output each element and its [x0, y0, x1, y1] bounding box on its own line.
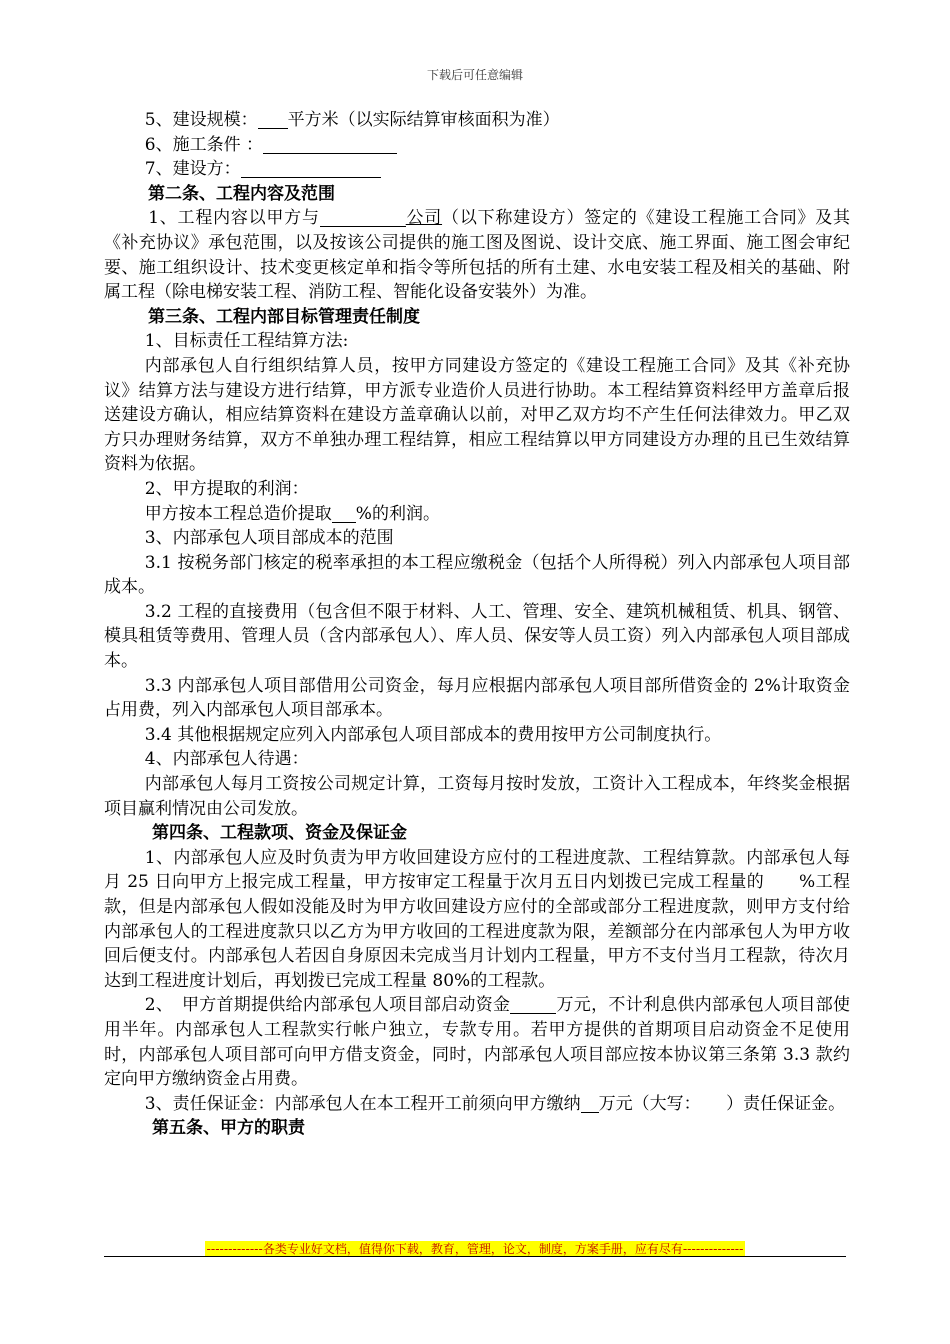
blank-conditions: [263, 135, 397, 154]
blank-area: [258, 110, 288, 129]
item-5: [104, 108, 850, 133]
item-5-text: 平方米（以实际结算审核面积为准）: [287, 110, 560, 130]
funding-text: 2、 甲方首期提供给内部承包人项目部启动资金: [144, 995, 511, 1016]
article-3-s4-body: 内部承包人每月工资按公司规定计算，工资每月按时发放，工资计入工程成本，年终奖金根据项目赢利情况由公司发放。: [104, 774, 850, 819]
article-3-s3-1: 3.1 按税务部门核定的税率承担的本工程应缴税金（包括个人所得税）列入内部承包人项目部成本。: [104, 552, 850, 598]
footer-divider: [104, 1256, 846, 1257]
article-3-s3-3: 3.3 内部承包人项目部借用公司资金，每月应根据内部承包人项目部所借资金的 2%计取资金占用费，列入内部承包人项目部承本。: [104, 675, 850, 721]
article-3-s1-title: 1、目标责任工程结算方法:: [144, 331, 349, 352]
article-2-text: 1、工程内容以甲方与: [148, 208, 320, 229]
article-5-heading: 第五条、甲方的职责: [152, 1118, 305, 1139]
article-3-s3-4: 3.4 其他根据规定应列入内部承包人项目部成本的费用按甲方公司制度执行。: [144, 724, 722, 745]
footer-banner-text: -------------各类专业好文档，值得你下载，教育，管理，论文，制度，方案手册，应有尽有--------------: [206, 1242, 744, 1256]
article-3-s1-body: 内部承包人自行组织结算人员，按甲方同建设方签定的《建设工程施工合同》及其《补充协议》结算方法与建设方进行结算，甲方派专业造价人员进行协助。本工程结算资料经甲方盖章后报送建设方确认，相应结算资料在建设方盖章确认以前，对甲乙双方均不产生任何法律效力。甲乙双方只办理财务结算，双方不单独办理工程结算，相应工程结算以甲方同建设方办理的且已生效结算资料为依据。: [104, 355, 850, 475]
profit-text-end: %的利润。: [355, 503, 440, 524]
article-4-heading: 第四条、工程款项、资金及保证金: [152, 823, 407, 844]
article-4-para-1: 1、内部承包人应及时负责为甲方收回建设方应付的工程进度款、工程结算款。内部承包人每月 25 日向甲方上报完成工程量，甲方按审定工程量于次月五日内划拨已完成工程量的 %工程款，但是内部承包人假如没能及时为甲方收回建设方应付的全部或部分工程进度款，则甲方支付给内部承包人的工程进度款只以乙方为甲方收回的工程进度款为限，差额部分在内部承包人为甲方收回后便支付。内部承包人若因自身原因未完成当月计划内工程量，甲方不支付当月工程款，待次月达到工程进度计划后，再划拨已完成工程量 80%的工程款。: [104, 847, 850, 991]
document-body: [104, 108, 850, 1141]
article-3-s4-title: 4、内部承包人待遇：: [144, 749, 309, 770]
deposit-text-cont: 万元（大写： ）责任保证金。: [598, 1093, 846, 1114]
funding-text-cont: 万元，不计利息供内部承包人项目部使用半年。内部承包人工程款实行帐户独立，专款专用。若甲方提供的首期项目启动资金不足使用时，内部承包人项目部可向甲方借支资金，同时，内部承包人项目部应按本协议第三条第 3.3 款约定向甲方缴纳资金占用费。: [104, 995, 850, 1090]
page-header: 下载后可任意编辑: [426, 68, 523, 82]
blank-company: [320, 208, 406, 227]
blank-profit-rate: [332, 504, 356, 523]
article-3-s2-title: 2、甲方提取的利润：: [144, 478, 309, 499]
article-3-s3-title: 3、内部承包人项目部成本的范围: [144, 528, 394, 549]
item-5-label: 5、建设规模：: [144, 110, 258, 130]
footer-banner: [0, 1238, 950, 1257]
article-3-s2-body: [104, 502, 850, 527]
deposit-text: 3、责任保证金：内部承包人在本工程开工前须向甲方缴纳: [144, 1093, 581, 1114]
item-6: [104, 133, 850, 158]
company-label: 公司: [405, 208, 443, 229]
article-2-heading: 第二条、工程内容及范围: [148, 183, 335, 204]
article-4-para-3: [104, 1092, 850, 1117]
blank-builder: [241, 159, 381, 178]
article-2-text-cont: （以下称建设方）签定的《建设工程施工合同》及其《补充协议》承包范围，以及按该公司提供的施工图及图说、设计交底、施工界面、施工图会审纪要、施工组织设计、技术变更核定单和指令等所包括的所有土建、水电安装工程及相关的基础、附属工程（除电梯安装工程、消防工程、智能化设备安装外）为准。: [104, 208, 851, 303]
blank-startup-fund: [510, 995, 556, 1014]
item-7-label: 7、建设方：: [144, 159, 241, 180]
item-7: [104, 157, 850, 182]
article-3-heading: 第三条、工程内部目标管理责任制度: [148, 306, 420, 327]
article-4-para-2: [104, 993, 850, 1091]
item-6-label: 6、施工条件 ：: [144, 134, 264, 155]
article-3-s3-2: 3.2 工程的直接费用（包含但不限于材料、人工、管理、安全、建筑机械租赁、机具、钢管、模具租赁等费用、管理人员（含内部承包人）、库人员、保安等人员工资）列入内部承包人项目部成本。: [104, 601, 850, 672]
blank-deposit: [581, 1094, 599, 1113]
profit-text: 甲方按本工程总造价提取: [144, 503, 332, 524]
article-2-para-1: [104, 206, 850, 304]
